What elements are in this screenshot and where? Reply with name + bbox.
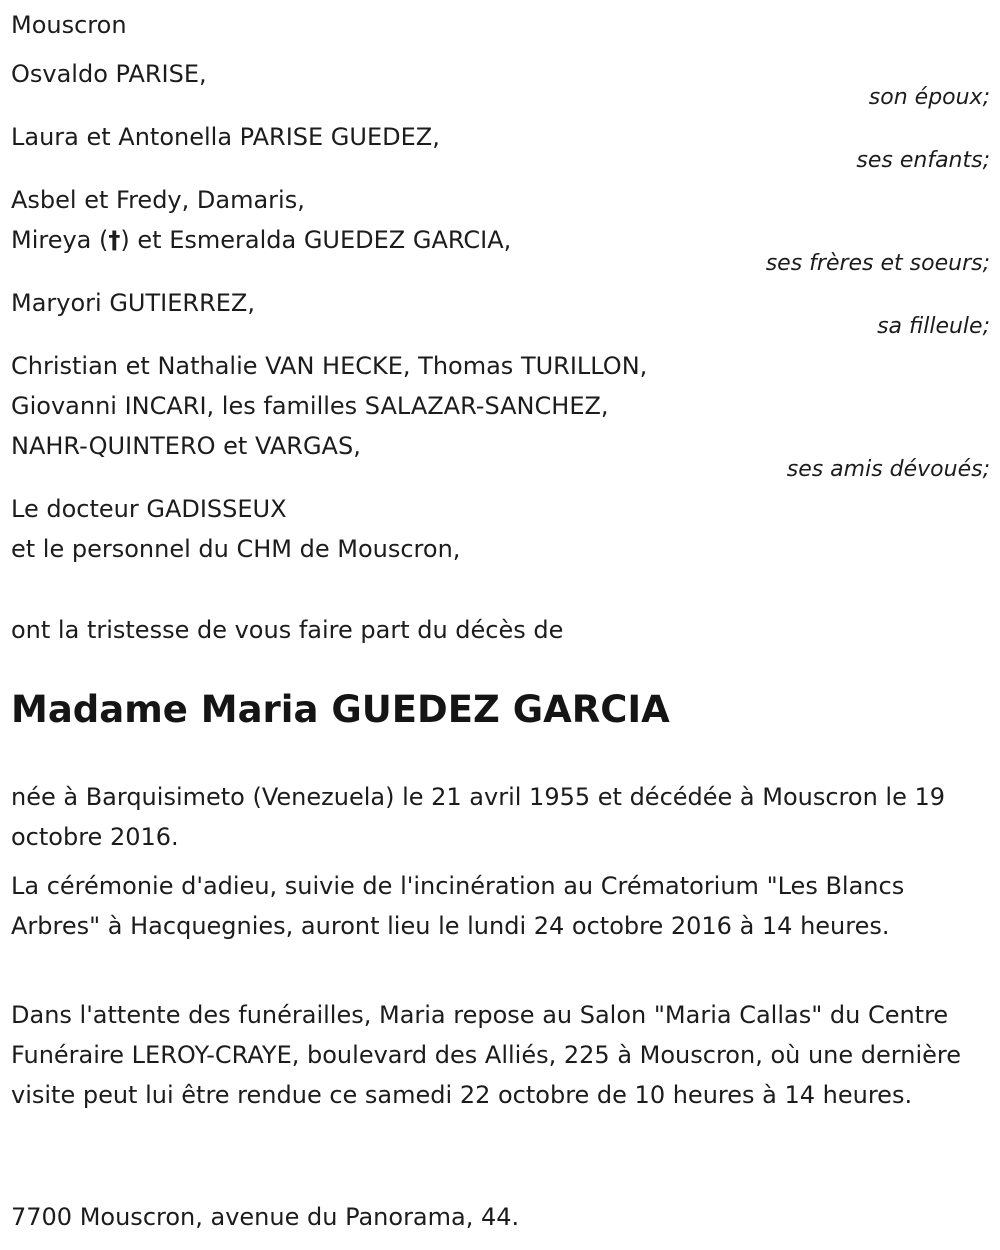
- siblings-mireya-prefix: Mireya (: [11, 226, 109, 254]
- deceased-name: Madame Maria GUEDEZ GARCIA: [11, 688, 670, 731]
- deceased-cross-icon: †: [108, 226, 121, 254]
- family-line-siblings-2: [11, 225, 511, 255]
- relation-goddaughter: sa filleule;: [877, 314, 990, 339]
- family-line-spouse: Osvaldo PARISE,: [11, 60, 207, 88]
- relation-children: ses enfants;: [856, 148, 990, 173]
- family-line-staff: et le personnel du CHM de Mouscron,: [11, 535, 461, 563]
- announcement-text: ont la tristesse de vous faire part du décès de: [11, 616, 564, 644]
- relation-spouse: son époux;: [868, 85, 990, 110]
- family-line-siblings-1: Asbel et Fredy, Damaris,: [11, 186, 305, 214]
- visit-paragraph: Dans l'attente des funérailles, Maria repose au Salon "Maria Callas" du Centre Funéraire LEROY-CRAYE, boulevard des Alliés, 225 à Mouscron, où une dernière visite peut lui être rendue ce samedi 22 octobre de 10 heures à 14 heures.: [11, 1001, 961, 1109]
- ceremony-paragraph: La cérémonie d'adieu, suivie de l'incinération au Crématorium "Les Blancs Arbres" à Hacquegnies, auront lieu le lundi 24 octobre 2016 à 14 heures.: [11, 872, 905, 940]
- birth-death-paragraph: née à Barquisimeto (Venezuela) le 21 avril 1955 et décédée à Mouscron le 19 octobre 2016.: [11, 783, 946, 851]
- family-line-friends-2: Giovanni INCARI, les familles SALAZAR-SANCHEZ,: [11, 392, 609, 420]
- address-line: 7700 Mouscron, avenue du Panorama, 44.: [11, 1203, 520, 1231]
- family-line-children: Laura et Antonella PARISE GUEDEZ,: [11, 123, 440, 151]
- relation-siblings: ses frères et soeurs;: [765, 251, 990, 276]
- city-heading: Mouscron: [11, 11, 127, 39]
- relation-friends: ses amis dévoués;: [786, 457, 990, 482]
- family-line-friends-1: Christian et Nathalie VAN HECKE, Thomas TURILLON,: [11, 352, 648, 380]
- family-line-goddaughter: Maryori GUTIERREZ,: [11, 289, 255, 317]
- siblings-mireya-suffix: ) et Esmeralda GUEDEZ GARCIA,: [120, 226, 512, 254]
- family-line-doctor: Le docteur GADISSEUX: [11, 495, 287, 523]
- family-line-friends-3: NAHR-QUINTERO et VARGAS,: [11, 432, 361, 460]
